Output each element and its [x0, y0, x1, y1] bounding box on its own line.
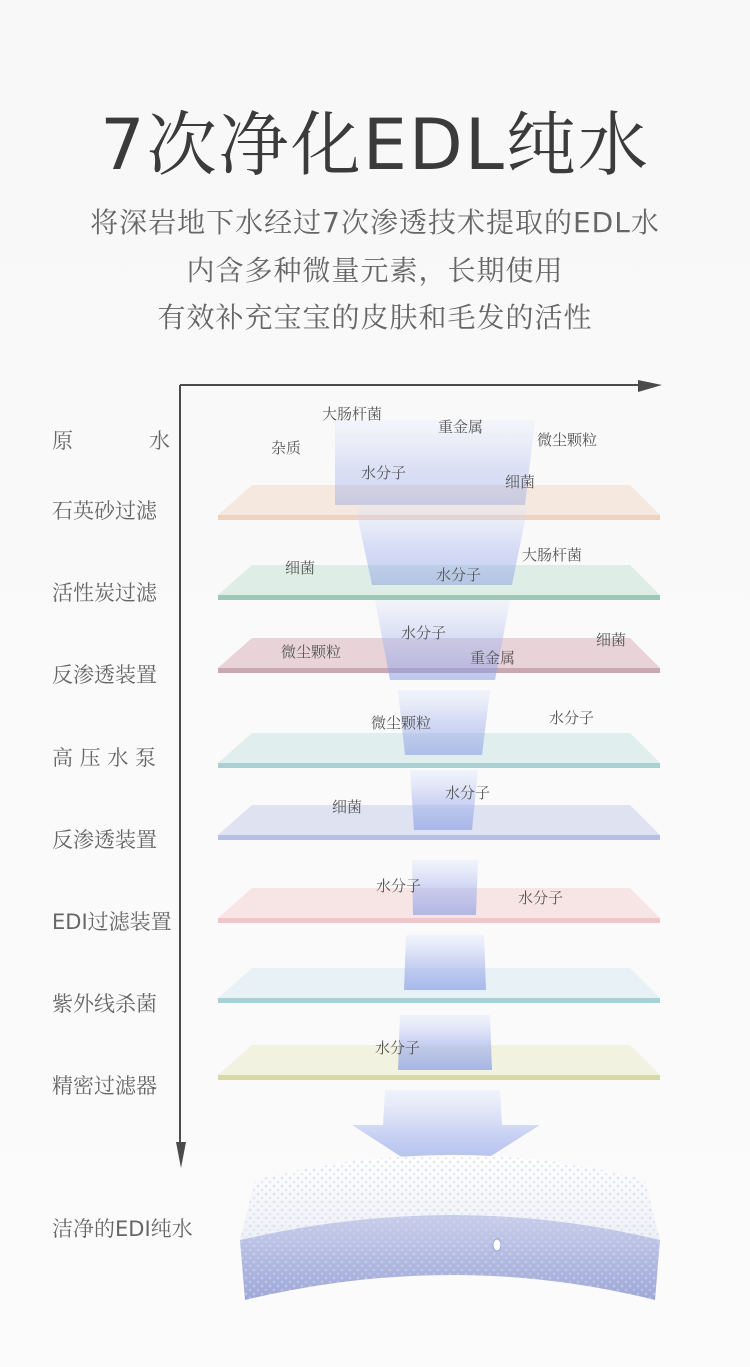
particle-label: 细菌 [505, 473, 536, 491]
particle-label: 杂质 [271, 439, 302, 457]
filter-layer-edge [218, 918, 660, 923]
particle-label: 水分子 [361, 464, 407, 482]
particle-label: 水分子 [436, 566, 482, 584]
particle-label: 水分子 [401, 624, 447, 642]
filter-layer-edge [218, 835, 660, 840]
particle-label: 水分子 [376, 877, 422, 895]
particle-label: 水分子 [445, 784, 491, 802]
page-title: 7次净化EDL纯水 [100, 104, 650, 186]
stage-raw-water: 原 水 [52, 429, 170, 453]
stage-pure-edi-water: 洁净的EDI纯水 [52, 1217, 193, 1241]
particle-label: 重金属 [470, 649, 516, 667]
stage-activated-carbon-filter: 活性炭过滤 [52, 581, 157, 605]
filter-layer-edge [218, 763, 660, 768]
particle-label: 水分子 [549, 709, 595, 727]
stage-quartz-sand-filter: 石英砂过滤 [52, 499, 157, 523]
particle-label: 微尘颗粒 [371, 714, 432, 732]
particle-label: 水分子 [375, 1039, 421, 1057]
particle-label: 细菌 [285, 559, 316, 577]
stage-uv-sterilization: 紫外线杀菌 [52, 992, 157, 1016]
particle-label: 重金属 [438, 418, 484, 436]
stage-high-pressure-pump: 高 压 水 泵 [52, 746, 157, 770]
cotton-wipe [240, 1155, 660, 1300]
stage-edi-filter: EDI过滤装置 [52, 910, 172, 934]
particle-label: 细菌 [332, 798, 363, 816]
water-drop-icon [493, 1239, 501, 1251]
particle-label: 水分子 [518, 889, 564, 907]
axis-arrow-down-icon [176, 1142, 186, 1168]
subtitle-line-1: 将深岩地下水经过7次渗透技术提取的EDL水 [90, 206, 660, 239]
particle-label: 大肠杆菌 [522, 546, 583, 564]
particle-label: 微尘颗粒 [537, 431, 598, 449]
filter-layer-edge [218, 595, 660, 600]
stage-precision-filter: 精密过滤器 [52, 1074, 157, 1098]
filter-layer-edge [218, 1075, 660, 1080]
stage-reverse-osmosis-1: 反渗透装置 [52, 663, 157, 687]
filter-layer-edge [218, 998, 660, 1003]
particle-label: 细菌 [596, 631, 627, 649]
particle-label: 微尘颗粒 [281, 643, 342, 661]
axis-arrow-right-icon [638, 380, 662, 392]
particle-label: 大肠杆菌 [322, 405, 383, 423]
stage-reverse-osmosis-2: 反渗透装置 [52, 828, 157, 852]
subtitle-line-2: 内含多种微量元素，长期使用 [186, 254, 564, 287]
subtitle-line-3: 有效补充宝宝的皮肤和毛发的活性 [157, 301, 593, 334]
